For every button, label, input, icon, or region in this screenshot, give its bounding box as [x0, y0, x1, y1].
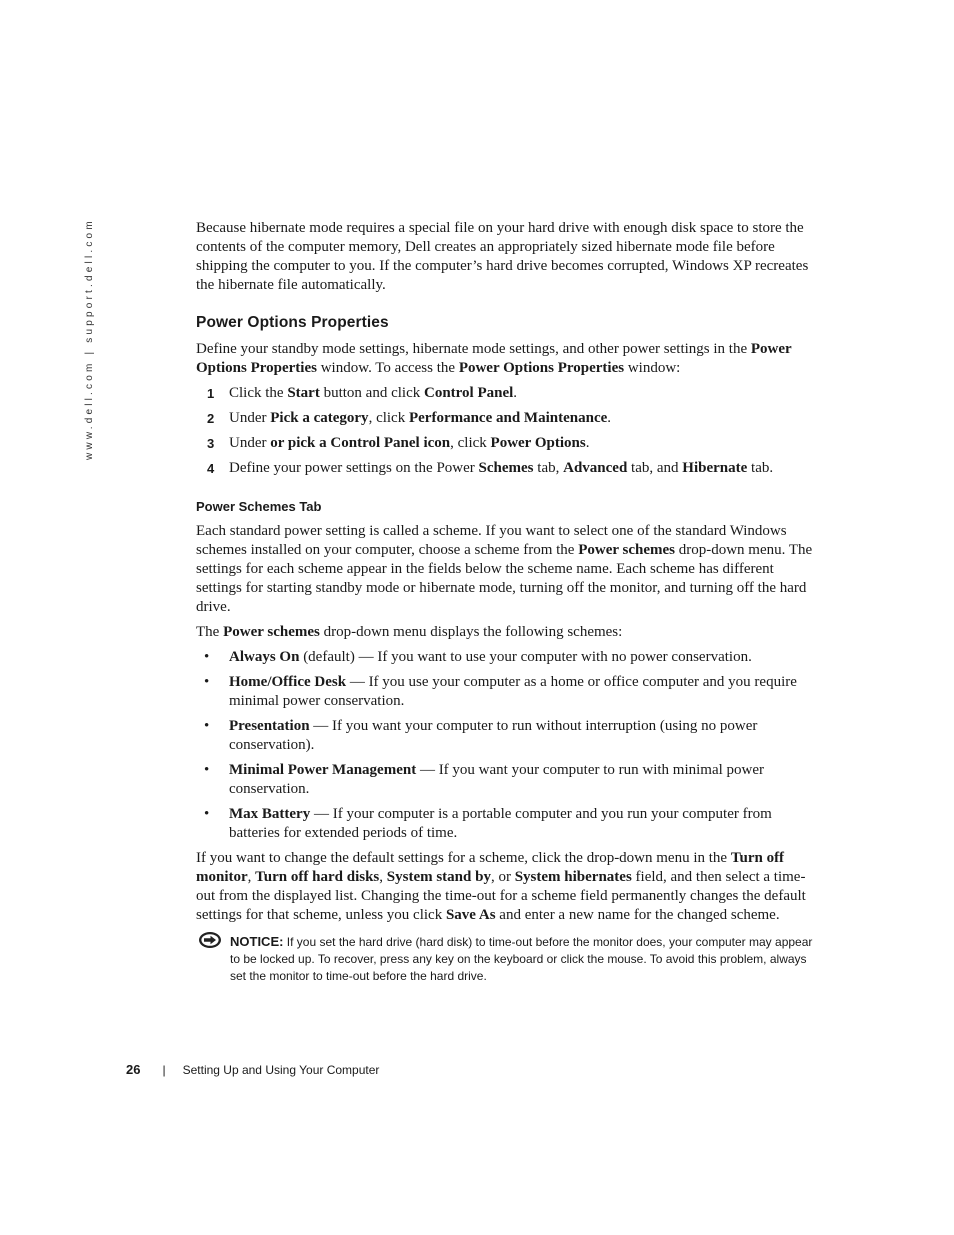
list-item: • Home/Office Desk — If you use your computer as a home or office computer and you require minimal power conservation. [204, 674, 797, 709]
steps-list [196, 384, 814, 478]
schemes-list [196, 648, 814, 843]
page-footer [126, 1062, 379, 1077]
step-number: 4 [207, 461, 215, 476]
chapter-title: Setting Up and Using Your Computer [182, 1063, 380, 1077]
list-item: 2 Under Pick a category, click Performance and Maintenance. [207, 410, 612, 426]
page-content [196, 219, 814, 985]
section-heading: Power Options Properties [196, 314, 389, 331]
bullet: • [204, 762, 210, 778]
list-item: 1 Click the Start button and click Control Panel. [207, 385, 518, 401]
step-number: 3 [207, 436, 215, 451]
list-item: • Minimal Power Management — If you want your computer to run with minimal power conservation. [204, 762, 765, 797]
step-number: 2 [207, 411, 215, 426]
list-item: • Max Battery — If your computer is a portable computer and you run your computer from batteries for extended periods of time. [204, 806, 772, 841]
change-settings-paragraph: If you want to change the default settings for a scheme, click the drop-down menu in the Turn off monitor, Turn off hard disks, System stand by, or System hibernates field, and then select a time-out from the displayed list. Changing the time-out for a scheme field permanently changes the default settings for that scheme, unless you click Save As and enter a new name for the changed scheme. [196, 850, 806, 923]
bullet: • [204, 806, 210, 822]
bullet: • [204, 674, 210, 690]
footer-separator: | [162, 1063, 166, 1077]
notice-label: NOTICE: [230, 934, 284, 949]
bullet: • [204, 718, 210, 734]
list-item: • Always On (default) — If you want to use your computer with no power conservation. [204, 649, 752, 665]
schemes-paragraph: Each standard power setting is called a scheme. If you want to select one of the standard Windows schemes installed on your computer, choose a scheme from the Power schemes drop-down menu. The settings for each scheme appear in the fields below the scheme name. Each scheme has different settings for starting standby mode or hibernate mode, turning off the monitor, and turning off the hard drive. [196, 523, 813, 615]
step-number: 1 [207, 386, 215, 401]
notice-text: If you set the hard drive (hard disk) to time-out before the monitor does, your computer may appear to be locked up. To recover, press any key on the keyboard or click the mouse. To avoid this problem, always set the monitor to time-out before the hard drive. [230, 935, 813, 983]
list-item: 3 Under or pick a Control Panel icon, click Power Options. [207, 435, 590, 451]
list-item: • Presentation — If you want your computer to run without interruption (using no power conservation). [204, 718, 758, 753]
side-url: www.dell.com | support.dell.com [84, 218, 95, 460]
notice-icon [198, 931, 220, 949]
power-options-intro: Define your standby mode settings, hibernate mode settings, and other power settings in the Power Options Properties window. To access the Power Options Properties window: [196, 341, 792, 376]
page-number: 26 [126, 1062, 141, 1077]
list-item: 4 Define your power settings on the Power Schemes tab, Advanced tab, and Hibernate tab. [207, 460, 774, 476]
schemes-list-intro: The Power schemes drop-down menu displays the following schemes: [196, 624, 623, 640]
intro-paragraph: Because hibernate mode requires a special file on your hard drive with enough disk space to store the contents of the computer memory, Dell creates an appropriately sized hibernate mode file before shipping the computer to you. If the computer’s hard drive becomes corrupted, Windows XP recreates the hibernate file automatically. [196, 220, 809, 293]
notice-box [196, 933, 814, 985]
bullet: • [204, 649, 210, 665]
subsection-heading: Power Schemes Tab [196, 499, 322, 514]
